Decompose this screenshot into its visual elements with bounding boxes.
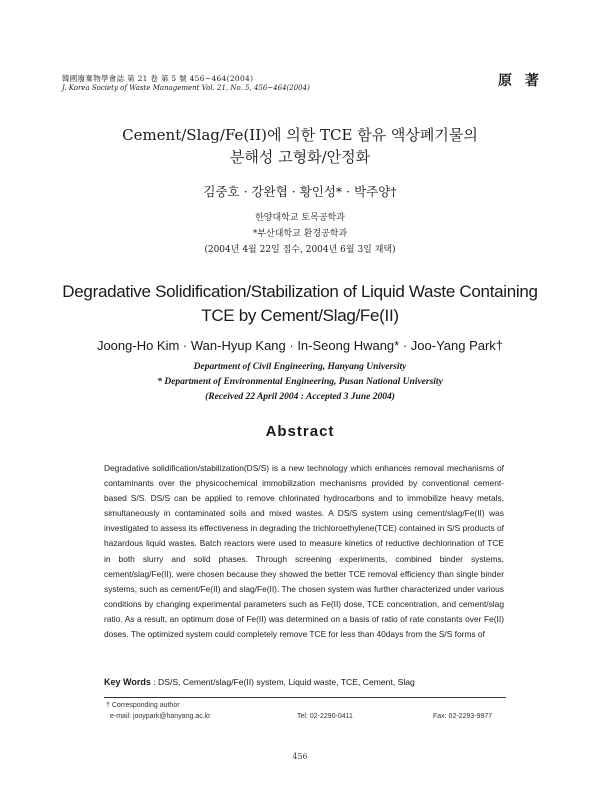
corresponding-email: e-mail: jooypark@hanyang.ac.kr xyxy=(110,713,211,720)
page-number: 456 xyxy=(292,752,308,761)
keywords-text: : DS/S, Cement/slag/Fe(II) system, Liquid waste, TCE, Cement, Slag xyxy=(153,677,415,687)
corresponding-fax: Fax: 02-2293-9977 xyxy=(433,713,493,720)
korean-affiliation-2: *부산대학교 환경공학과 xyxy=(252,229,348,239)
abstract-heading: Abstract xyxy=(265,423,335,440)
korean-authors: 김중호 · 강완협 · 황인성* · 박주양† xyxy=(203,184,397,199)
corresponding-author-note: † Corresponding author xyxy=(106,702,180,709)
english-affiliation-2: * Department of Environmental Engineering, Pusan National University xyxy=(157,377,443,387)
english-dates: (Received 22 April 2004 : Accepted 3 June 2004) xyxy=(205,392,395,402)
journal-header-korean: 韓國廢棄物學會誌 第 21 卷 第 5 號 456~464(2004) xyxy=(62,74,254,83)
corresponding-tel: Tel: 02-2290-0411 xyxy=(297,713,353,720)
korean-title-line1: Cement/Slag/Fe(II)에 의한 TCE 함유 액상폐기물의 xyxy=(122,126,478,144)
english-title-line1: Degradative Solidification/Stabilization of Liquid Waste Containing xyxy=(62,282,538,301)
korean-title-line2: 분해성 고형화/안정화 xyxy=(229,148,371,166)
keywords-label: Key Words xyxy=(104,677,151,687)
korean-dates: (2004년 4월 22일 접수, 2004년 6월 3일 채택) xyxy=(204,245,396,255)
keywords xyxy=(104,677,415,687)
abstract-body: Degradative solidification/stabilization(DS/S) is a new technology which enhances removal mechanisms of contaminants over the physicochemical immobilization mechanisms provided by conventional cement-based S/S. DS/S can be applied to remove chlorinated hydrocarbons and to immobilize heavy metals, simultaneously in contaminated soils and mixed wastes. A DS/S system using cement/slag/Fe(II) was investigated to assess its effectiveness in degrading the trichloroethylene(TCE) contained in S/S products of hazardous liquid wastes. Batch reactors were used to measure kinetics of reductive dechlorination of TCE in both slurry and solid phases. Through screening experiments, combined binder systems, cement/slag/Fe(II), were chosen because they showed the better TCE removal efficiency than single binder systems, such as cement/Fe(II) and slag/Fe(II). The chosen system was further characterized under various conditions by changing experimental parameters such as Fe(II) dose, TCE concentration, and cement/slag ratio. As a result, an optimum dose of Fe(II) was determined on a basis of ratio of rate constants over Fe(II) doses. The optimized system could completely remove TCE for less than 40days from the S/S forms of xyxy=(104,463,504,640)
article-type-badge: 原 著 xyxy=(498,73,543,89)
english-title-line2: TCE by Cement/Slag/Fe(II) xyxy=(201,306,399,325)
english-affiliation-1: Department of Civil Engineering, Hanyang University xyxy=(193,362,407,372)
korean-affiliation-1: 한양대학교 토목공학과 xyxy=(255,213,345,223)
footnote-divider xyxy=(104,697,506,698)
journal-header-english: J. Korea Society of Waste Management Vol. 21, No. 5, 456~464(2004) xyxy=(62,84,310,92)
english-authors: Joong-Ho Kim · Wan-Hyup Kang · In-Seong Hwang* · Joo-Yang Park† xyxy=(96,338,504,353)
